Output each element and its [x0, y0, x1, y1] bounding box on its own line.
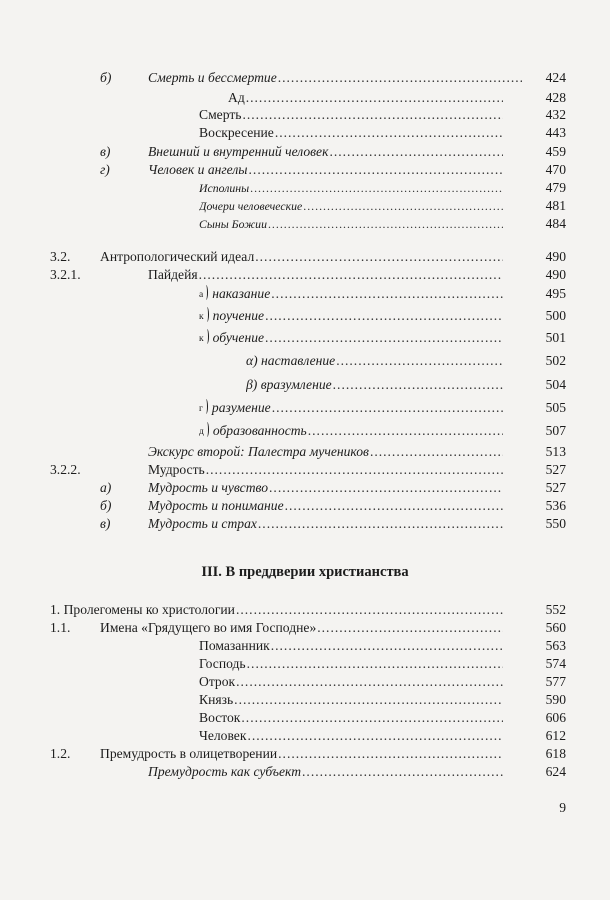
toc-row	[0, 672, 610, 692]
toc-row	[0, 636, 610, 656]
toc-title: наказание	[212, 286, 271, 301]
toc-title: Мудрость и понимание	[148, 498, 284, 513]
toc-title: Имена «Грядущего во имя Господне»	[100, 620, 317, 635]
toc-page-number: 484	[545, 216, 566, 231]
toc-page-number: 527	[545, 480, 566, 495]
toc-marker: б)	[100, 70, 112, 85]
toc-row	[0, 460, 610, 480]
toc-page-number: 618	[545, 746, 566, 761]
toc-page-number: 574	[545, 656, 566, 671]
toc-marker: а)	[100, 480, 112, 495]
page-number: 9	[559, 800, 566, 815]
toc-page-number: 504	[545, 377, 566, 392]
toc-row	[0, 496, 610, 516]
toc-row	[0, 142, 610, 162]
toc-entry	[199, 726, 503, 746]
toc-entry	[148, 478, 503, 498]
toc-entry	[148, 460, 503, 480]
toc-title: Человек и ангелы	[148, 162, 248, 177]
toc-row	[0, 762, 610, 782]
toc-marker: в)	[100, 144, 111, 159]
toc-row	[0, 123, 610, 143]
toc-page-number: 507	[545, 423, 566, 438]
toc-row	[0, 708, 610, 728]
toc-title: Экскурс второй: Палестра мучеников	[148, 444, 369, 459]
toc-row	[0, 726, 610, 746]
toc-title: Премудрость в олицетворении	[100, 746, 278, 761]
toc-title: Смерть	[199, 107, 242, 122]
toc-title: Мудрость и чувство	[148, 480, 269, 495]
toc-page-number: 424	[545, 70, 566, 85]
toc-row	[0, 351, 610, 371]
toc-page-number: 550	[545, 516, 566, 531]
toc-page-number: 500	[545, 308, 566, 323]
toc-section-number: 1.1.	[50, 620, 71, 635]
toc-entry	[199, 636, 503, 656]
toc-row	[0, 421, 610, 441]
toc-page-number: 470	[545, 162, 566, 177]
toc-entry	[199, 398, 503, 420]
toc-title: Господь	[199, 656, 246, 671]
section-heading: III. В преддверии христианства	[201, 564, 409, 580]
toc-page-number: 560	[545, 620, 566, 635]
toc-row	[0, 105, 610, 125]
toc-row	[0, 178, 610, 198]
toc-title: β) вразумление	[246, 377, 332, 392]
toc-title: Князь	[199, 692, 234, 707]
toc-page-number: 612	[545, 728, 566, 743]
toc-row	[0, 654, 610, 674]
toc-page-number: 490	[545, 249, 566, 264]
toc-section-number: 1.2.	[50, 746, 71, 761]
toc-entry	[199, 178, 503, 198]
toc-title: Исполины	[199, 181, 250, 195]
toc-row	[0, 214, 610, 234]
toc-marker: г)	[100, 162, 110, 177]
toc-letter: г	[199, 399, 208, 419]
toc-entry	[148, 442, 503, 462]
toc-page-number: 536	[545, 498, 566, 513]
toc-row	[0, 478, 610, 498]
toc-letter: к	[199, 307, 209, 327]
toc-entry	[100, 618, 503, 638]
toc-page-number: 459	[545, 144, 566, 159]
toc-entry	[246, 351, 503, 371]
toc-row	[0, 247, 610, 267]
toc-title: Ад	[228, 90, 245, 105]
toc-page-number: 490	[545, 267, 566, 282]
toc-title: разумение	[211, 400, 271, 415]
toc-marker: б)	[100, 498, 112, 513]
toc-entry	[199, 214, 503, 234]
toc-entry	[50, 600, 503, 620]
toc-row	[0, 600, 610, 620]
toc-letter: д	[199, 422, 209, 442]
toc-entry	[148, 265, 503, 285]
toc-entry	[148, 762, 503, 782]
toc-entry	[246, 375, 503, 395]
toc-page-number: 502	[545, 353, 566, 368]
toc-page-number: 606	[545, 710, 566, 725]
toc-title: Мудрость и страх	[148, 516, 257, 531]
toc-title: Пайдейя	[148, 267, 198, 282]
toc-page-number: 481	[545, 198, 566, 213]
toc-page-number: 428	[545, 90, 566, 105]
toc-title: 1. Пролегомены ко христологии	[50, 602, 235, 617]
toc-title: Отрок	[199, 674, 236, 689]
toc-title: Сыны Божии	[199, 217, 267, 231]
toc-entry	[199, 196, 503, 216]
toc-page-number: 577	[545, 674, 566, 689]
toc-title: Восток	[199, 710, 241, 725]
toc-section-number: 3.2.1.	[50, 267, 81, 282]
toc-entry	[199, 672, 503, 692]
toc-section-number: 3.2.2.	[50, 462, 81, 477]
toc-page-number: 505	[545, 400, 566, 415]
toc-entry	[199, 690, 503, 710]
toc-entry	[148, 160, 503, 180]
toc-row	[0, 690, 610, 710]
toc-page-number: 479	[545, 180, 566, 195]
toc-row	[0, 618, 610, 638]
toc-page-number: 443	[545, 125, 566, 140]
toc-section-number: 3.2.	[50, 249, 71, 264]
toc-title: обучение	[212, 330, 265, 345]
toc-title: Человек	[199, 728, 247, 743]
toc-entry	[148, 142, 503, 162]
toc-row	[0, 398, 610, 418]
toc-entry	[148, 68, 522, 88]
toc-page-number: 513	[545, 444, 566, 459]
toc-entry	[199, 284, 503, 306]
toc-page-number: 590	[545, 692, 566, 707]
toc-row	[0, 160, 610, 180]
toc-row	[0, 442, 610, 462]
toc-title: Дочери человеческие	[199, 199, 303, 213]
toc-row	[0, 306, 610, 326]
toc-page-number: 624	[545, 764, 566, 779]
toc-title: Мудрость	[148, 462, 205, 477]
toc-entry	[199, 328, 503, 350]
toc-title: Антропологический идеал	[100, 249, 255, 264]
toc-row	[0, 744, 610, 764]
toc-row	[0, 68, 610, 88]
toc-entry	[100, 744, 503, 764]
toc-entry	[199, 105, 503, 125]
toc-page-number: 563	[545, 638, 566, 653]
toc-page-number: 501	[545, 330, 566, 345]
toc-title: Внешний и внутренний человек	[148, 144, 329, 159]
toc-page-number: 552	[545, 602, 566, 617]
toc-row	[0, 284, 610, 304]
toc-marker: в)	[100, 516, 111, 531]
toc-entry	[148, 514, 503, 534]
toc-page-number: 495	[545, 286, 566, 301]
toc-title: образованность	[212, 423, 307, 438]
toc-row	[0, 265, 610, 285]
toc-title: Помазанник	[199, 638, 270, 653]
toc-row	[0, 375, 610, 395]
toc-row	[0, 514, 610, 534]
toc-entry	[199, 654, 503, 674]
toc-title: поучение	[212, 308, 265, 323]
toc-entry	[199, 306, 503, 328]
toc-entry	[199, 708, 503, 728]
toc-page-number: 527	[545, 462, 566, 477]
toc-title: α) наставление	[246, 353, 336, 368]
toc-entry	[199, 421, 503, 443]
toc-row	[0, 328, 610, 348]
toc-entry	[100, 247, 503, 267]
toc-entry	[199, 123, 503, 143]
toc-title: Воскресение	[199, 125, 274, 140]
toc-page-number: 432	[545, 107, 566, 122]
toc-row	[0, 196, 610, 216]
toc-entry	[148, 496, 503, 516]
toc-title: Премудрость как субъект	[148, 764, 302, 779]
toc-title: Смерть и бессмертие	[148, 70, 277, 85]
toc-letter: к	[199, 329, 209, 349]
toc-letter: а	[199, 285, 208, 305]
